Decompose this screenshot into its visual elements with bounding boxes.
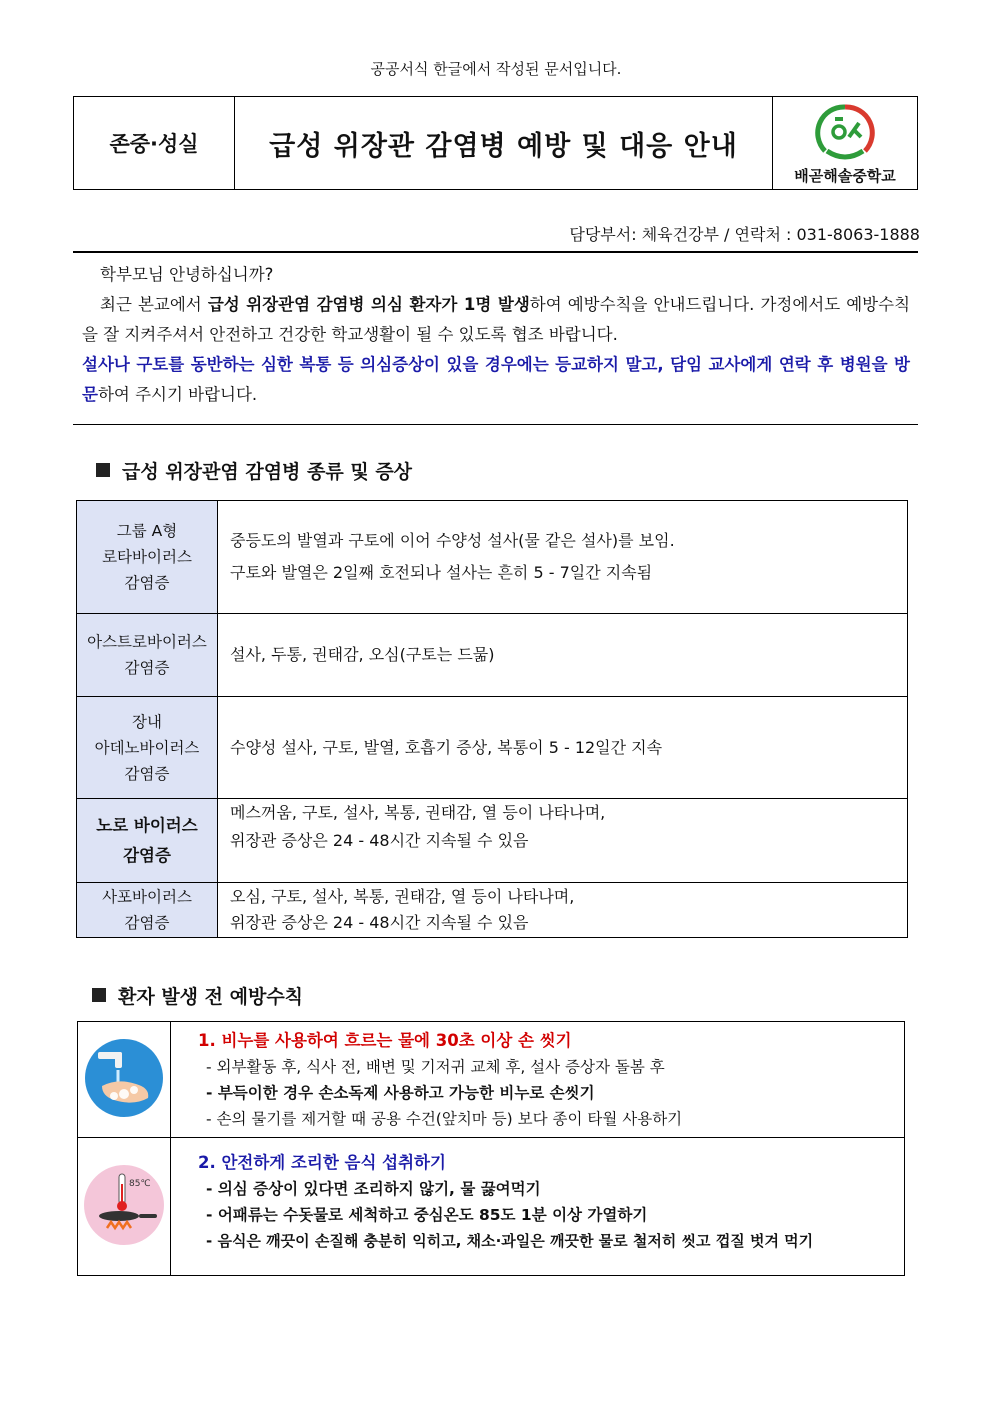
- icon-cell: [78, 1022, 171, 1138]
- divider: [73, 251, 918, 253]
- square-bullet-icon: [92, 988, 106, 1002]
- label-line: 로타바이러스: [102, 548, 192, 566]
- prevention-heading: 1. 비누를 사용하여 흐르는 물에 30초 이상 손 씻기: [198, 1031, 572, 1050]
- label-line: 아스트로바이러스: [87, 633, 207, 651]
- symptom-table: [76, 500, 908, 938]
- prevention-text: [171, 1022, 905, 1138]
- document-notice: 공공서식 한글에서 작성된 문서입니다.: [370, 60, 622, 78]
- prevention-table: [77, 1021, 905, 1276]
- symptom-desc: [218, 697, 908, 799]
- intro-warning: [82, 350, 910, 410]
- desc-line: 설사, 두통, 권태감, 오심(구토는 드묾): [230, 645, 495, 664]
- intro-text-a: 최근 본교에서: [100, 295, 208, 314]
- school-emblem-icon: [805, 101, 885, 163]
- desc-line: 메스꺼움, 구토, 설사, 복통, 권태감, 열 등이 나타나며,: [230, 803, 606, 822]
- icon-cell: [78, 1138, 171, 1276]
- prevention-text: [171, 1138, 905, 1276]
- department-contact: 담당부서: 체육건강부 / 연락처 : 031-8063-1888: [569, 225, 920, 244]
- desc-line: 오심, 구토, 설사, 복통, 권태감, 열 등이 나타나며,: [230, 887, 575, 906]
- section-title: 환자 발생 전 예방수칙: [118, 986, 304, 1008]
- table-row: [77, 799, 908, 883]
- table-row: [77, 501, 908, 614]
- prevention-heading: 2. 안전하게 조리한 음식 섭취하기: [198, 1153, 446, 1172]
- label-line: 노로 바이러스: [96, 815, 198, 835]
- label-line: 아데노바이러스: [94, 738, 200, 757]
- warning-rest: 하여 주시기 바랍니다.: [97, 385, 258, 404]
- symptom-desc: [218, 614, 908, 697]
- section-heading: [92, 982, 303, 1009]
- intro-text-b: 하여 예방수칙을 안내드립니다. 가정에서도 예방수칙을 잘 지켜주셔서 안전하고 건강한 학교생활이 될 수 있도록 협조 바랍니다.: [82, 295, 911, 344]
- cooking-thermometer-icon: [83, 1164, 165, 1246]
- document-header: [73, 96, 918, 190]
- table-row: [78, 1022, 905, 1138]
- greeting: 학부모님 안녕하십니까?: [100, 265, 274, 284]
- school-logo: [773, 97, 917, 189]
- intro-paragraph: [82, 290, 910, 350]
- desc-line: 위장관 증상은 24 - 48시간 지속될 수 있음: [230, 831, 529, 850]
- desc-line: 중등도의 발열과 구토에 이어 수양성 설사(물 같은 설사)를 보임.: [230, 531, 675, 550]
- table-row: [77, 697, 908, 799]
- prevention-bullet: - 부득이한 경우 손소독제 사용하고 가능한 비누로 손씻기: [206, 1084, 595, 1102]
- divider: [73, 424, 918, 425]
- intro-text: [82, 260, 910, 410]
- school-name: 배곧해솔중학교: [794, 167, 896, 185]
- label-line: 장내: [132, 712, 162, 731]
- symptom-desc: [218, 501, 908, 614]
- disease-label: [77, 697, 218, 799]
- label-line: 감염증: [124, 574, 170, 592]
- symptom-desc: [218, 883, 908, 938]
- label-line: 감염증: [124, 659, 170, 677]
- temperature-label: 85℃: [129, 1178, 151, 1189]
- table-row: [77, 883, 908, 938]
- disease-label: [77, 501, 218, 614]
- desc-line: 위장관 증상은 24 - 48시간 지속될 수 있음: [230, 913, 529, 932]
- desc-line: 수양성 설사, 구토, 발열, 호흡기 증상, 복통이 5 - 12일간 지속: [230, 737, 663, 757]
- prevention-bullet: - 손의 물기를 제거할 때 공용 수건(앞치마 등) 보다 종이 타월 사용하기: [206, 1110, 683, 1128]
- label-line: 감염증: [124, 914, 170, 932]
- disease-label: [77, 799, 218, 883]
- table-row: [77, 614, 908, 697]
- warning-text: 설사나 구토를 동반하는 심한 복통 등 의심증상이 있을 경우에는 등교하지 말고, 담임 교사에게 연락 후 병원을 방문: [82, 355, 910, 404]
- document-title: 급성 위장관 감염병 예방 및 대응 안내: [235, 97, 773, 189]
- label-line: 그룹 A형: [116, 522, 178, 540]
- school-motto: 존중·성실: [74, 97, 235, 189]
- label-line: 감염증: [124, 764, 170, 783]
- section-title: 급성 위장관염 감염병 종류 및 증상: [122, 461, 413, 483]
- label-line: 감염증: [123, 845, 171, 865]
- disease-label: [77, 614, 218, 697]
- symptom-desc: [218, 799, 908, 883]
- prevention-bullet: - 의심 증상이 있다면 조리하지 않기, 물 끓여먹기: [206, 1180, 541, 1198]
- desc-line: 구토와 발열은 2일째 호전되나 설사는 흔히 5 - 7일간 지속됨: [230, 563, 653, 582]
- section-heading: [96, 457, 412, 484]
- prevention-bullet: - 외부활동 후, 식사 전, 배변 및 기저귀 교체 후, 설사 증상자 돌봄 후: [206, 1058, 665, 1076]
- square-bullet-icon: [96, 463, 110, 477]
- disease-label: [77, 883, 218, 938]
- prevention-bullet: - 음식은 깨끗이 손질해 충분히 익히고, 채소·과일은 깨끗한 물로 철저히 씻고 껍질 벗겨 먹기: [206, 1232, 814, 1250]
- prevention-bullet: - 어패류는 수돗물로 세척하고 중심온도 85도 1분 이상 가열하기: [206, 1206, 648, 1224]
- handwashing-icon: [84, 1038, 164, 1118]
- label-line: 사포바이러스: [102, 888, 192, 906]
- intro-text-bold: 급성 위장관염 감염병 의심 환자가 1명 발생: [207, 295, 530, 314]
- table-row: [78, 1138, 905, 1276]
